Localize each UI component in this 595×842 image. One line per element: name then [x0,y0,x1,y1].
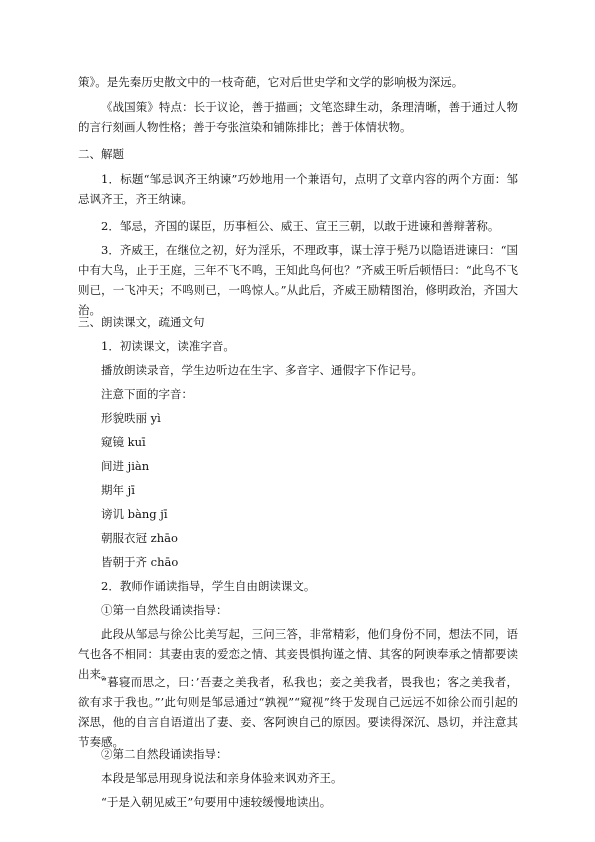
reading-step-2: 2．教师作诵读指导，学生自由朗读课文。 [101,579,316,593]
pronunciation-item: 间进 jiàn [101,459,150,473]
reading-instruction: 播放朗读录音，学生边听边在生字、多音字、通假字下作记号。 [101,363,423,377]
guidance-para2-text: 本段是邹忌用现身说法和亲身体验来讽劝齐王。 [101,771,343,785]
pronunciation-item: 皆朝于齐 chāo [101,555,179,569]
pronunciation-item: 谤讥 bàng jī [101,507,168,521]
paragraph-zhanguoce-features: 《战国策》特点：长于议论，善于描画；文笔恣肆生动，条理清晰，善于通过人物的言行刻画人物性格；善于夸张渲染和铺陈排比；善于体情状物。 [78,100,518,134]
guidance-heading-para2: ②第二自然段诵读指导： [101,747,228,761]
section-heading-jieti: 二、解题 [78,147,124,161]
pronunciation-item: 朝服衣冠 zhāo [101,531,178,545]
reading-step-1: 1．初读课文，读准字音。 [101,339,235,353]
guidance-para1-quote: “暮寝而思之，曰：’吾妻之美我者，私我也；妾之美我者，畏我也；客之美我者，欲有求于我也。”’此句则是邹忌通过“孰视”“窥视”终于发现自己远远不如徐公而引起的深思，他的自言自语道出了妻、妾、客阿谀自己的原因。要读得深沉、恳切，并注意其节奏感。 [78,675,518,749]
paragraph-intro-end: 策》。是先秦历史散文中的一枝奇葩，它对后世史学和文学的影响极为深远。 [78,75,464,89]
guidance-para1-text: 此段从邹忌与徐公比美写起，三问三答，非常精彩，他们身份不同，想法不同，语气也各不相同：其妻由衷的爱恋之情、其妾畏惧拘谨之情、其客的阿谀奉承之情都要读出来。 [78,627,518,681]
pronunciation-note: 注意下面的字音： [101,387,193,401]
paragraph-title-explanation: 1．标题“邹忌讽齐王纳谏”巧妙地用一个兼语句，点明了文章内容的两个方面：邹忌讽齐王，齐王纳谏。 [78,172,518,206]
section-heading-langdu: 三、朗读课文，疏通文句 [78,315,205,329]
pronunciation-item: 期年 jī [101,483,135,497]
paragraph-zouji: 2．邹忌，齐国的谋臣，历事桓公、威王、宣王三朝，以敢于进谏和善辩著称。 [101,219,500,233]
paragraph-qiweiwang: 3．齐威王，在继位之初，好为淫乐，不理政事，谋士淳于髡乃以隐语进谏曰：“国中有大鸟，止于王庭，三年不飞不鸣，王知此鸟何也？”齐威王听后顿悟曰：“此鸟不飞则已，一飞冲天；不鸣则已，一鸣惊人。”从此后，齐威王励精图治，修明政治，齐国大治。 [78,243,518,317]
pronunciation-item: 形貌昳丽 yì [101,411,161,425]
guidance-heading-para1: ①第一自然段诵读指导： [101,603,228,617]
guidance-para2-quote: “于是入朝见威王”句要用中速较缓慢地读出。 [101,795,332,809]
pronunciation-item: 窥镜 kuī [101,435,146,449]
